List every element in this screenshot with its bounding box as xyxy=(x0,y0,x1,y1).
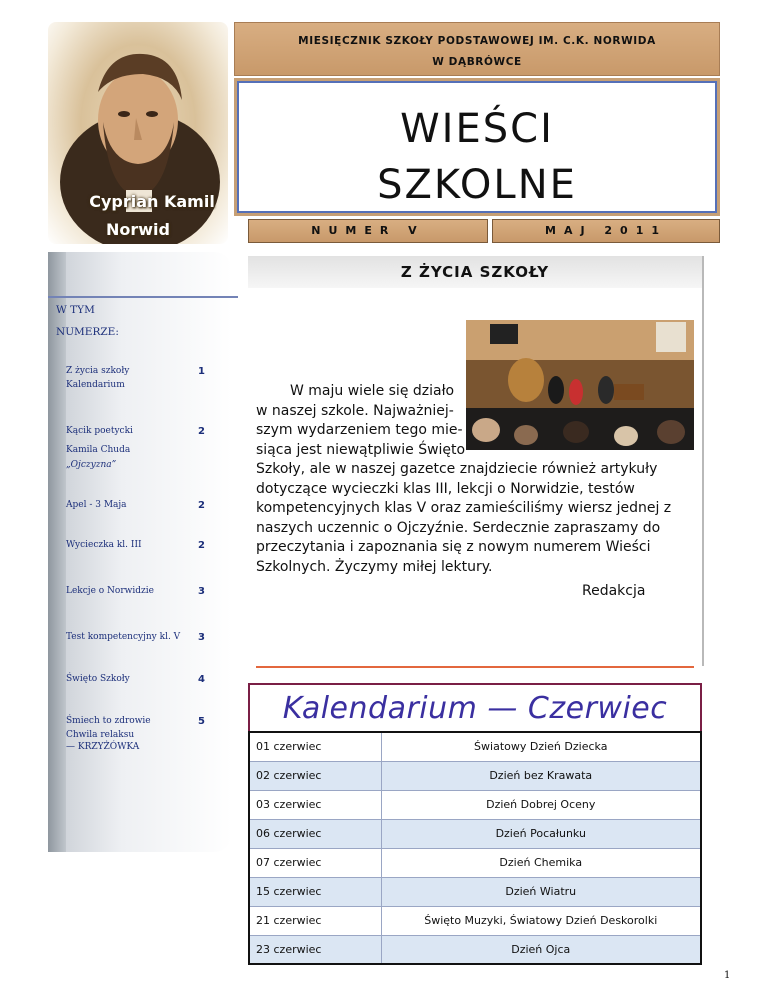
calendar-date: 21 czerwiec xyxy=(249,906,381,935)
article-right-border xyxy=(702,256,704,666)
calendar-event: Światowy Dzień Dziecka xyxy=(381,732,701,761)
calendar-event: Dzień Ojca xyxy=(381,935,701,964)
article-line: przeczytania i zapoznania się z nowym numerem Wieści xyxy=(256,539,651,555)
calendar-event: Dzień bez Krawata xyxy=(381,761,701,790)
toc-item[interactable]: Lekcje o Norwidzie xyxy=(66,586,154,596)
toc-item[interactable]: Kalendarium xyxy=(66,380,125,390)
article-bottom-rule xyxy=(256,666,694,668)
calendar-date: 03 czerwiec xyxy=(249,790,381,819)
toc-page: 3 xyxy=(198,586,205,597)
toc-item[interactable]: — KRZYŻÓWKA xyxy=(66,742,140,752)
toc-item[interactable]: Kamila Chuda xyxy=(66,445,131,455)
newspaper-title xyxy=(237,81,717,213)
toc-item[interactable]: Apel - 3 Maja xyxy=(66,500,127,510)
contents-heading-line2: NUMERZE: xyxy=(56,326,119,338)
calendar-date: 07 czerwiec xyxy=(249,848,381,877)
school-banner xyxy=(234,22,720,76)
title-line2: SZKOLNE xyxy=(377,162,577,208)
toc-item[interactable]: Chwila relaksu xyxy=(66,730,135,740)
table-row xyxy=(249,761,701,790)
photo-drawing xyxy=(466,320,694,450)
school-event-photo xyxy=(466,320,694,450)
sidebar-divider xyxy=(48,296,238,298)
calendar-date: 02 czerwiec xyxy=(249,761,381,790)
article-line: dotyczące wycieczki klas III, lekcji o Norwidzie, testów xyxy=(256,481,635,497)
toc-page: 2 xyxy=(198,540,205,551)
toc-item[interactable]: Kącik poetycki xyxy=(66,426,133,436)
calendar-date: 23 czerwiec xyxy=(249,935,381,964)
table-row xyxy=(249,935,701,964)
calendar-date: 01 czerwiec xyxy=(249,732,381,761)
toc-page: 2 xyxy=(198,500,205,511)
calendar-date: 06 czerwiec xyxy=(249,819,381,848)
article-line: siąca jest niewątpliwie Święto xyxy=(256,442,466,458)
toc-page: 3 xyxy=(198,632,205,643)
calendar-event: Dzień Pocałunku xyxy=(381,819,701,848)
article-line: naszych uczennic o Ojczyźnie. Serdecznie zapraszamy do xyxy=(256,520,661,536)
table-row xyxy=(249,790,701,819)
article-line: Szkolnych. Życzymy miłej lektury. xyxy=(256,559,493,575)
toc-item[interactable]: Śmiech to zdrowie xyxy=(66,716,151,726)
table-row xyxy=(249,732,701,761)
school-name-line1: MIESIĘCZNIK SZKOŁY PODSTAWOWEJ IM. C.K. NORWIDA xyxy=(298,35,656,47)
article-signature: Redakcja xyxy=(582,583,646,599)
school-name-line2: W DĄBRÓWCE xyxy=(432,56,522,68)
toc-item[interactable]: Święto Szkoły xyxy=(66,674,130,684)
portrait-caption-line1: Cyprian Kamil xyxy=(89,192,215,211)
toc-page: 2 xyxy=(198,426,205,437)
table-row xyxy=(249,819,701,848)
toc-item[interactable]: Z życia szkoły xyxy=(66,366,130,376)
calendar-date: 15 czerwiec xyxy=(249,877,381,906)
contents-sidebar xyxy=(48,252,232,852)
calendar-event: Święto Muzyki, Światowy Dzień Deskorolki xyxy=(381,906,701,935)
title-line1: WIEŚCI xyxy=(400,106,554,152)
calendar-header xyxy=(248,683,702,731)
toc-item[interactable]: Test kompetencyjny kl. V xyxy=(66,632,181,642)
article-line: w naszej szkole. Najważniej- xyxy=(256,403,454,419)
calendar-event: Dzień Dobrej Oceny xyxy=(381,790,701,819)
norwid-portrait xyxy=(48,22,228,244)
newspaper-title-box xyxy=(234,78,720,216)
article-line: szym wydarzeniem tego mie- xyxy=(256,422,463,438)
table-row xyxy=(249,877,701,906)
toc-item[interactable]: „Ojczyzna” xyxy=(66,460,117,470)
issue-number: NUMER V xyxy=(248,219,488,243)
table-row xyxy=(249,848,701,877)
toc-page: 4 xyxy=(198,674,205,685)
sidebar-strip xyxy=(48,252,66,852)
toc-page: 1 xyxy=(198,366,205,377)
contents-heading-line1: W TYM xyxy=(56,304,95,316)
portrait-caption-line2: Norwid xyxy=(106,220,170,239)
section-title: Z ŻYCIA SZKOŁY xyxy=(248,256,702,288)
table-row xyxy=(249,906,701,935)
calendar-title: Kalendarium — Czerwiec xyxy=(282,691,668,726)
toc-item[interactable]: Wycieczka kl. III xyxy=(66,540,142,550)
calendar-event: Dzień Chemika xyxy=(381,848,701,877)
toc-page: 5 xyxy=(198,716,205,727)
page-number: 1 xyxy=(724,970,731,981)
article-line: kompetencyjnych klas V oraz zamieściliśmy wiersz jednej z xyxy=(256,500,672,516)
issue-date: MAJ 2011 xyxy=(492,219,720,243)
article-line: W maju wiele się działo xyxy=(290,383,455,399)
calendar-table xyxy=(248,731,702,965)
article-line: Szkoły, ale w naszej gazetce znajdziecie również artykuły xyxy=(256,461,658,477)
calendar-event: Dzień Wiatru xyxy=(381,877,701,906)
